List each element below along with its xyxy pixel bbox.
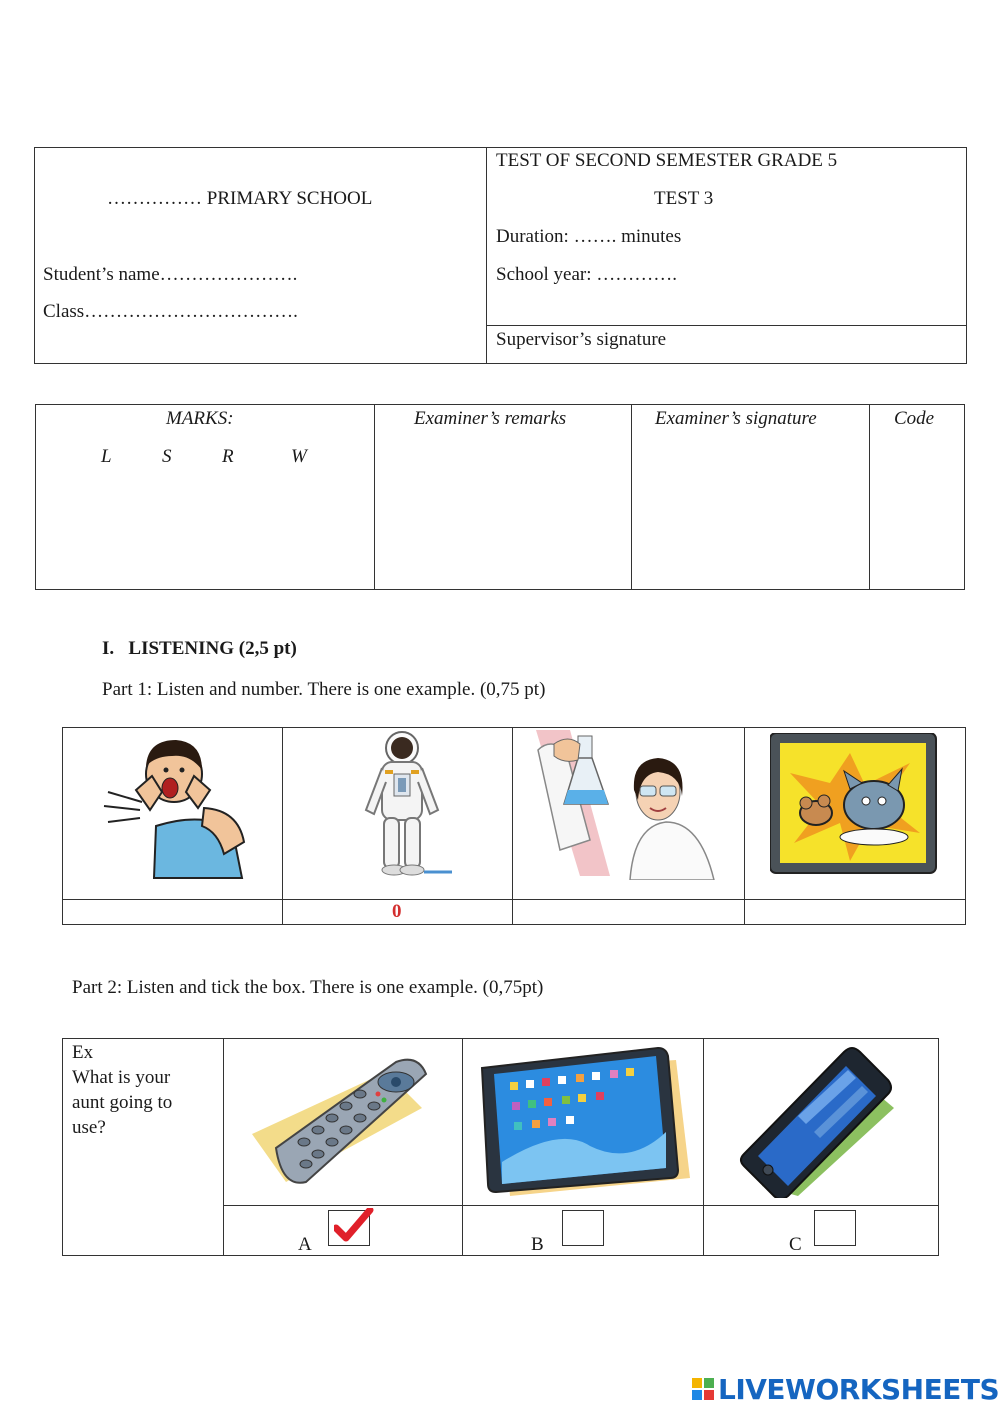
part2-row-divider bbox=[223, 1205, 939, 1206]
marks-label: MARKS: bbox=[166, 408, 234, 429]
marks-divider-2 bbox=[631, 404, 632, 590]
part1-col-1 bbox=[282, 727, 283, 925]
code-label: Code bbox=[894, 408, 935, 429]
part2-instruction: Part 2: Listen and tick the box. There is one example. (0,75pt) bbox=[72, 977, 544, 998]
class-field: Class……………………………. bbox=[43, 301, 298, 322]
header-divider bbox=[486, 147, 487, 364]
ex-label: Ex bbox=[72, 1042, 94, 1063]
student-name-field: Student’s name…………………. bbox=[43, 264, 298, 285]
skill-listening: L bbox=[101, 446, 112, 467]
supervisor-signature: Supervisor’s signature bbox=[496, 329, 667, 350]
duration-field: Duration: ……. minutes bbox=[496, 226, 682, 247]
examiner-remarks: Examiner’s remarks bbox=[414, 408, 567, 429]
part2-col-2 bbox=[462, 1038, 463, 1256]
cartoon-tv-picture bbox=[770, 733, 940, 875]
part1-col-3 bbox=[744, 727, 745, 925]
supervisor-divider bbox=[486, 325, 967, 326]
school-name: …………… PRIMARY SCHOOL bbox=[107, 188, 373, 209]
question-line-3: use? bbox=[72, 1117, 106, 1138]
part1-col-2 bbox=[512, 727, 513, 925]
part1-instruction: Part 1: Listen and number. There is one example. (0,75 pt) bbox=[102, 679, 546, 700]
skill-reading: R bbox=[222, 446, 234, 467]
marks-table bbox=[35, 404, 965, 590]
brand-wordmark[interactable]: LIVEWORKSHEETS bbox=[718, 1373, 1000, 1406]
part2-col-1 bbox=[223, 1038, 224, 1256]
checkmark-icon bbox=[334, 1208, 374, 1244]
part1-row-divider bbox=[62, 899, 966, 900]
option-c-checkbox[interactable] bbox=[814, 1210, 856, 1246]
scientist-picture bbox=[530, 730, 730, 880]
skill-speaking: S bbox=[162, 446, 172, 467]
example-number: 0 bbox=[392, 901, 402, 922]
remote-control-picture bbox=[246, 1048, 436, 1196]
marks-divider-1 bbox=[374, 404, 375, 590]
test-number: TEST 3 bbox=[654, 188, 714, 209]
examiner-signature: Examiner’s signature bbox=[655, 408, 817, 429]
option-b-checkbox[interactable] bbox=[562, 1210, 604, 1246]
question-line-2: aunt going to bbox=[72, 1092, 173, 1113]
test-title: TEST OF SECOND SEMESTER GRADE 5 bbox=[496, 150, 838, 171]
marks-divider-3 bbox=[869, 404, 870, 590]
option-a-label: A bbox=[298, 1234, 312, 1255]
option-c-label: C bbox=[789, 1234, 802, 1255]
question-line-1: What is your bbox=[72, 1067, 171, 1088]
school-year-field: School year: …………. bbox=[496, 264, 678, 285]
skill-writing: W bbox=[291, 446, 307, 467]
boy-shouting-picture bbox=[90, 730, 270, 880]
option-b-label: B bbox=[531, 1234, 544, 1255]
smartphone-picture bbox=[738, 1046, 898, 1198]
tablet-picture bbox=[480, 1046, 692, 1198]
astronaut-picture bbox=[352, 730, 452, 880]
liveworksheets-logo-icon bbox=[692, 1378, 716, 1402]
section-title: I. LISTENING (2,5 pt) bbox=[102, 638, 297, 659]
part2-col-3 bbox=[703, 1038, 704, 1256]
